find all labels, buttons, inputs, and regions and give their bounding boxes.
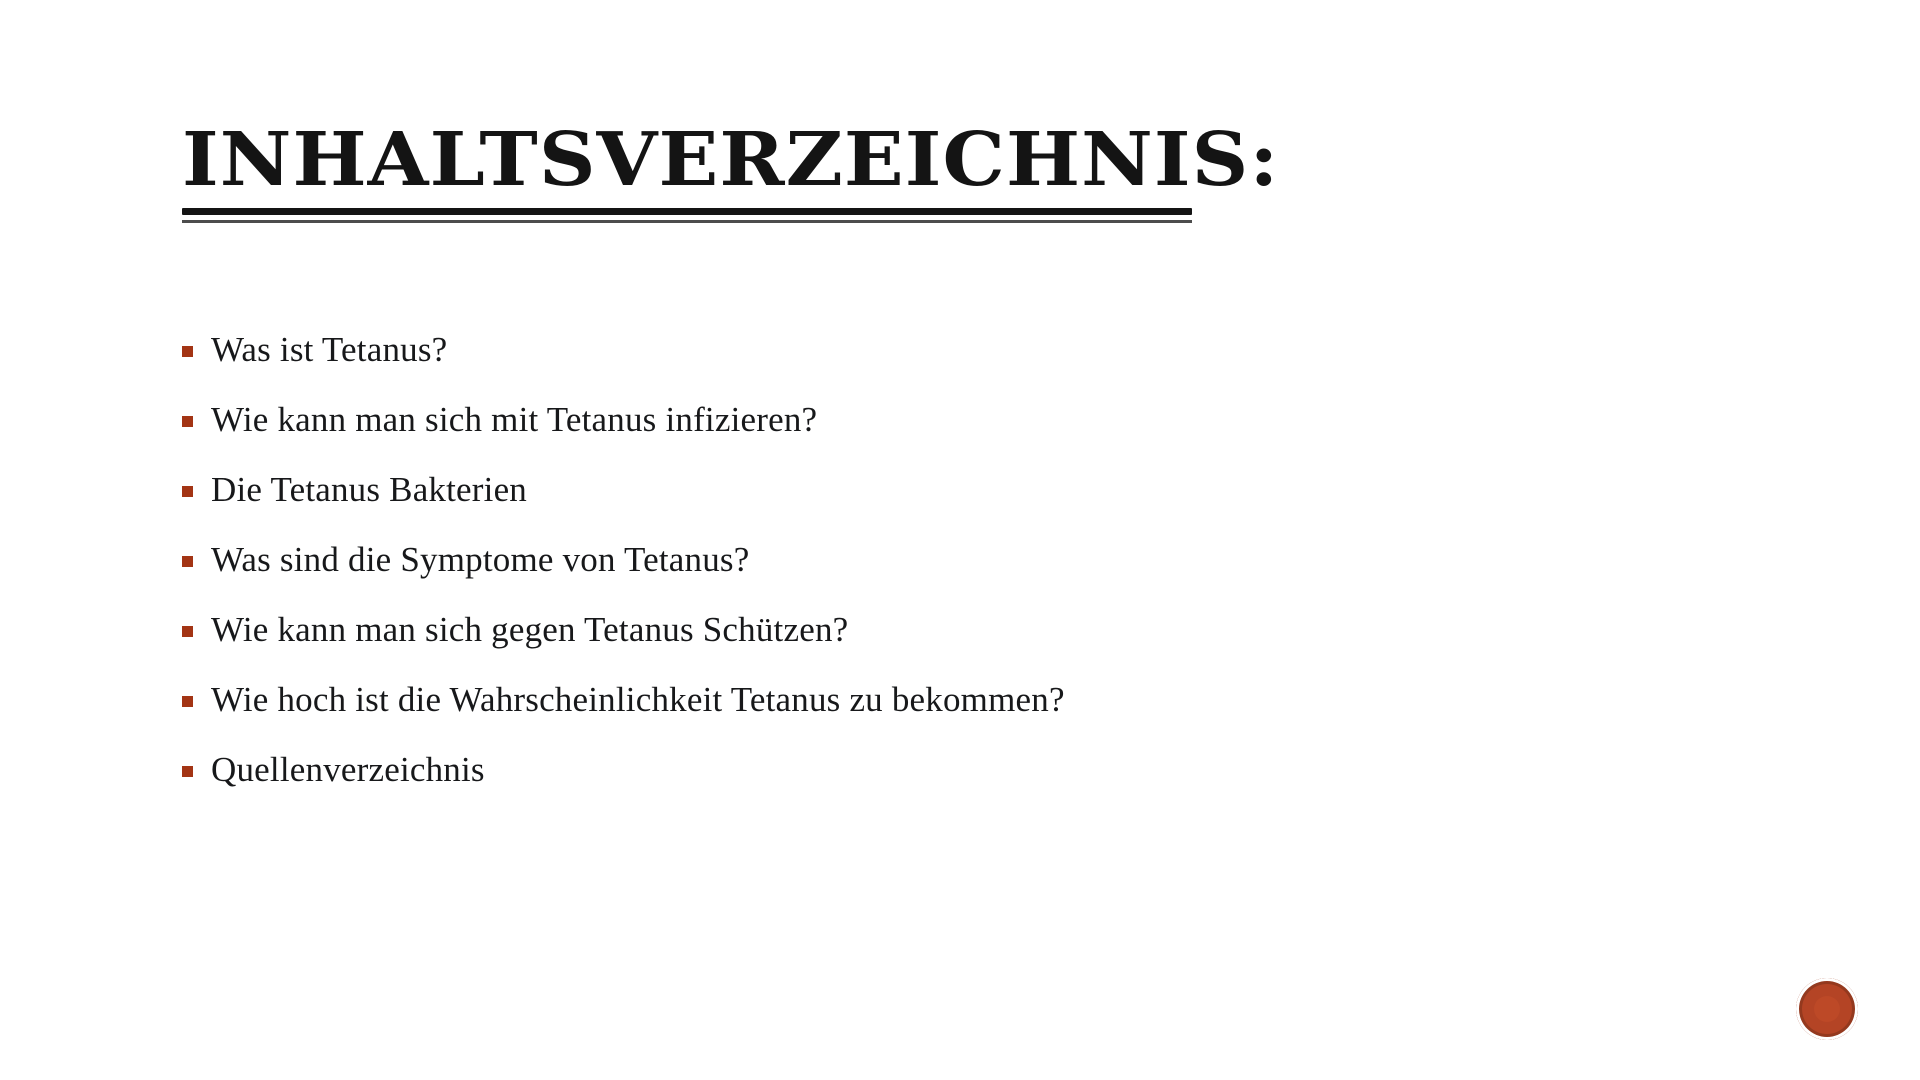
circle-stamp-icon <box>1796 978 1858 1040</box>
page-title: INHALTSVERZEICHNIS: <box>182 117 1280 203</box>
list-item[interactable] <box>182 400 1682 440</box>
list-item-label: Wie kann man sich mit Tetanus infizieren? <box>211 400 818 439</box>
square-bullet-icon <box>182 346 193 357</box>
list-item[interactable] <box>182 750 1682 790</box>
list-item[interactable] <box>182 470 1682 510</box>
list-item-label: Quellenverzeichnis <box>211 750 485 789</box>
list-item-label: Die Tetanus Bakterien <box>211 470 528 509</box>
list-item-label: Was sind die Symptome von Tetanus? <box>211 540 750 579</box>
list-item[interactable] <box>182 330 1682 370</box>
list-item-label: Wie kann man sich gegen Tetanus Schützen? <box>211 610 849 649</box>
square-bullet-icon <box>182 556 193 567</box>
square-bullet-icon <box>182 486 193 497</box>
list-item[interactable] <box>182 610 1682 650</box>
square-bullet-icon <box>182 626 193 637</box>
title-block <box>182 118 1602 223</box>
list-item[interactable] <box>182 540 1682 580</box>
list-item[interactable] <box>182 680 1682 720</box>
list-item-label: Wie hoch ist die Wahrscheinlichkeit Tetanus zu bekommen? <box>211 680 1065 719</box>
title-underline-thick <box>182 208 1192 215</box>
table-of-contents-list <box>182 330 1682 820</box>
square-bullet-icon <box>182 766 193 777</box>
list-item-label: Was ist Tetanus? <box>211 330 448 369</box>
title-underline-thin <box>182 220 1192 223</box>
square-bullet-icon <box>182 696 193 707</box>
square-bullet-icon <box>182 416 193 427</box>
